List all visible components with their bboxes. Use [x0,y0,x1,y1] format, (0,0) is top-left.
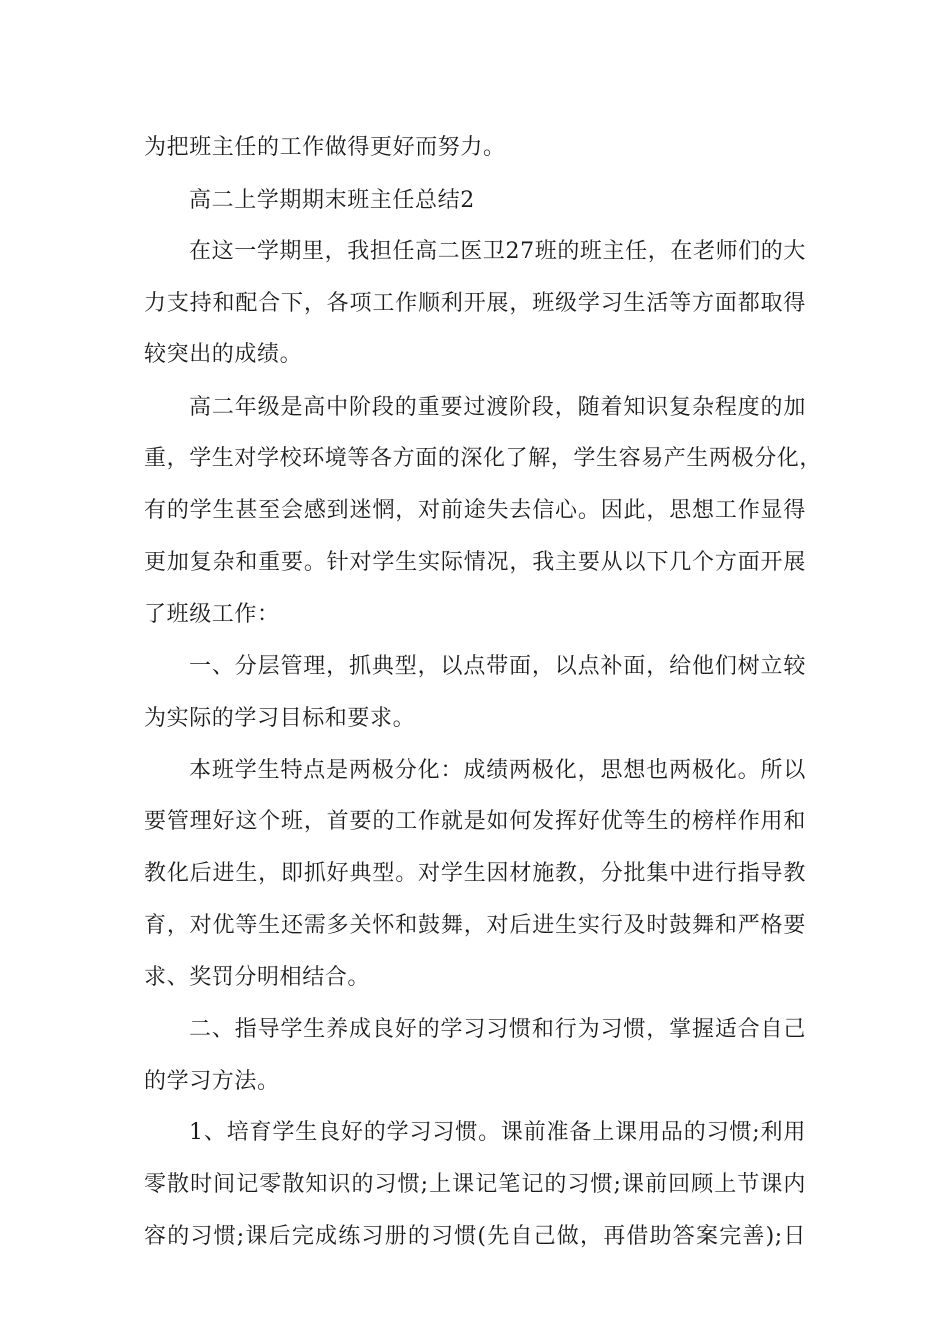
text-line: 较突出的成绩。 [144,342,303,367]
text-line: 在这一学期里，我担任高二医卫27班的班主任，在老师们的大 [189,239,806,264]
text-line: 为把班主任的工作做得更好而努力。 [144,135,506,160]
text-line: 的学习方法。 [144,1069,280,1094]
text-line: 重，学生对学校环境等各方面的深化了解，学生容易产生两极分化， [144,446,823,471]
text-line: 高二年级是高中阶段的重要过渡阶段，随着知识复杂程度的加 [189,395,806,420]
text-line: 更加复杂和重要。针对学生实际情况，我主要从以下几个方面开展 [144,550,806,575]
text-line: 零散时间记零散知识的习惯;上课记笔记的习惯;课前回顾上节课内 [144,1172,806,1197]
text-line: 求、奖罚分明相结合。 [144,965,371,990]
text-line: 了班级工作： [144,602,280,627]
text-line: 容的习惯;课后完成练习册的习惯(先自己做，再借助答案完善);日 [144,1224,806,1249]
text-line: 二、指导学生养成良好的学习习惯和行为习惯，掌握适合自己 [189,1017,806,1042]
text-line: 本班学生特点是两极分化：成绩两极化，思想也两极化。所以 [189,758,806,783]
text-line: 有的学生甚至会感到迷惘，对前途失去信心。因此，思想工作显得 [144,498,806,523]
text-line: 一、分层管理，抓典型，以点带面，以点补面，给他们树立较 [189,654,806,679]
text-line: 教化后进生，即抓好典型。对学生因材施教，分批集中进行指导教 [144,861,806,886]
text-line: 1、培育学生良好的学习习惯。课前准备上课用品的习惯;利用 [189,1120,806,1145]
text-line: 力支持和配合下，各项工作顺利开展，班级学习生活等方面都取得 [144,291,806,316]
text-line: 育，对优等生还需多关怀和鼓舞，对后进生实行及时鼓舞和严格要 [144,913,806,938]
section-heading: 高二上学期期末班主任总结2 [189,188,475,213]
text-line: 要管理好这个班，首要的工作就是如何发挥好优等生的榜样作用和 [144,809,806,834]
text-line: 为实际的学习目标和要求。 [144,706,416,731]
